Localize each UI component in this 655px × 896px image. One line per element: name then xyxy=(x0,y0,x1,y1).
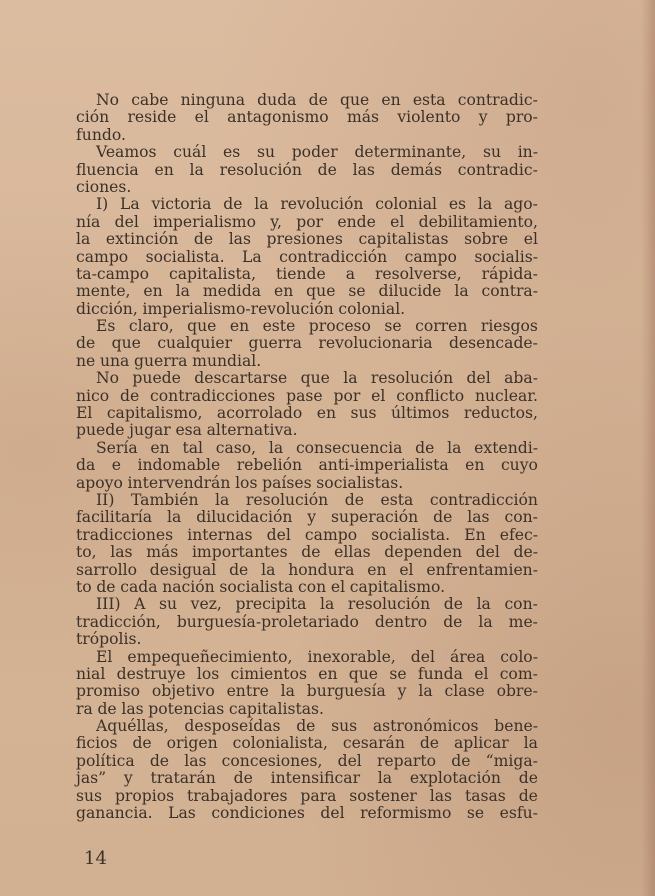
text-line: puede jugar esa alternativa. xyxy=(76,421,298,440)
text-line: ficios de origen colonialista, cesarán de aplicar la xyxy=(76,734,538,753)
page-number: 14 xyxy=(84,848,107,869)
text-line: la extinción de las presiones capitalistas sobre el xyxy=(76,230,538,249)
text-line: No puede descartarse que la resolución del aba- xyxy=(96,369,538,388)
text-line: promiso objetivo entre la burguesía y la clase obre- xyxy=(76,682,538,701)
text-line: da e indomable rebelión anti-imperialista en cuyo xyxy=(76,456,538,475)
text-line: jas” y tratarán de intensificar la explotación de xyxy=(76,769,538,788)
text-line: to de cada nación socialista con el capitalismo. xyxy=(76,577,446,596)
text-line: sarrollo desigual de la hondura en el enfrentamien- xyxy=(76,560,538,579)
text-line: fundo. xyxy=(76,125,126,144)
text-line: nial destruye los cimientos en que se funda el com- xyxy=(76,664,538,683)
text-line: facilitaría la dilucidación y superación de las con- xyxy=(76,508,538,527)
text-line: sus propios trabajadores para sostener las tasas de xyxy=(76,786,538,805)
text-line: Aquéllas, desposeídas de sus astronómicos bene- xyxy=(96,717,538,736)
body-text xyxy=(76,92,538,822)
text-line: El capitalismo, acorrolado en sus últimos reductos, xyxy=(76,404,538,423)
text-line: apoyo intervendrán los países socialistas. xyxy=(76,473,404,492)
text-line: nía del imperialismo y, por ende el debilitamiento, xyxy=(76,212,538,231)
text-line: ra de las potencias capitalistas. xyxy=(76,699,324,718)
text-line: ciones. xyxy=(76,177,132,196)
text-line: III) A su vez, precipita la resolución de la con- xyxy=(96,595,538,614)
text-line: de que cualquier guerra revolucionaria desencade- xyxy=(76,334,538,353)
text-line: ción reside el antagonismo más violento y pro- xyxy=(76,108,538,127)
text-line: nico de contradicciones pase por el conflicto nuclear. xyxy=(76,386,538,405)
text-line: trópolis. xyxy=(76,630,142,649)
text-line: dicción, imperialismo-revolución colonial. xyxy=(76,299,406,318)
text-line: tradicción, burguesía-proletariado dentro de la me- xyxy=(76,612,538,631)
text-line: El empequeñecimiento, inexorable, del área colo- xyxy=(96,647,538,666)
text-line: fluencia en la resolución de las demás contradic- xyxy=(76,160,538,179)
text-line: Sería en tal caso, la consecuencia de la extendi- xyxy=(96,438,538,457)
text-line: ta-campo capitalista, tiende a resolverse, rápida- xyxy=(76,264,538,283)
text-line: ne una guerra mundial. xyxy=(76,351,262,370)
text-line: ganancia. Las condiciones del reformismo se esfu- xyxy=(76,804,538,823)
text-line: campo socialista. La contradicción campo socialis- xyxy=(76,247,538,266)
text-line: to, las más importantes de ellas dependen del de- xyxy=(76,543,538,562)
text-line: política de las concesiones, del reparto de “miga- xyxy=(76,751,538,770)
text-line: Es claro, que en este proceso se corren riesgos xyxy=(96,317,538,336)
text-line: tradicciones internas del campo socialista. En efec- xyxy=(76,525,538,544)
text-line: Veamos cuál es su poder determinante, su in- xyxy=(96,143,538,162)
text-line: No cabe ninguna duda de que en esta contradic- xyxy=(96,91,538,109)
text-line: II) También la resolución de esta contradicción xyxy=(96,490,538,509)
text-line: I) La victoria de la revolución colonial es la ago- xyxy=(96,195,538,214)
text-line: mente, en la medida en que se dilucide la contra- xyxy=(76,282,538,301)
